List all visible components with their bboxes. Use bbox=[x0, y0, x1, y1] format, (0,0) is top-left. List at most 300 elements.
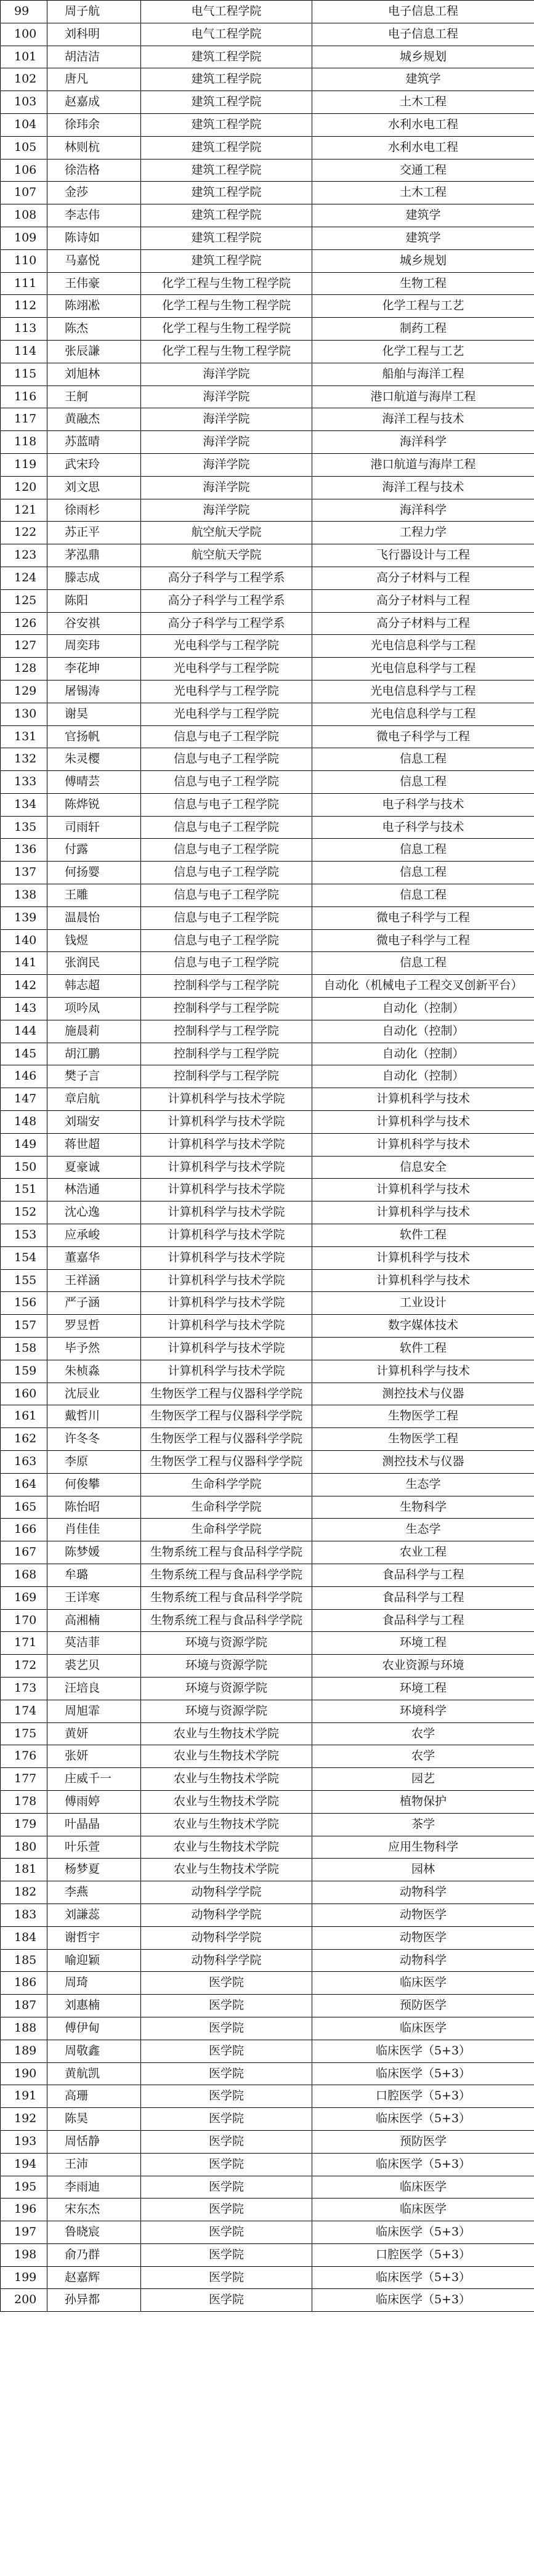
table-row bbox=[1, 1496, 534, 1519]
college-name: 建筑工程学院 bbox=[141, 182, 312, 204]
student-name: 陈阳 bbox=[47, 589, 141, 612]
major-name: 自动化（控制） bbox=[312, 1043, 534, 1065]
table-row bbox=[1, 793, 534, 816]
table-row bbox=[1, 567, 534, 589]
major-name: 海洋工程与技术 bbox=[312, 408, 534, 431]
row-number: 127 bbox=[1, 635, 47, 658]
major-name: 生物科学 bbox=[312, 1496, 534, 1519]
table-row bbox=[1, 1315, 534, 1338]
college-name: 生命科学学院 bbox=[141, 1519, 312, 1541]
major-name: 海洋科学 bbox=[312, 499, 534, 522]
college-name: 生物系统工程与食品科学学院 bbox=[141, 1609, 312, 1632]
row-number: 120 bbox=[1, 476, 47, 499]
student-name: 刘文思 bbox=[47, 476, 141, 499]
major-name: 生物医学工程 bbox=[312, 1428, 534, 1451]
major-name: 计算机科学与技术 bbox=[312, 1179, 534, 1201]
student-name: 朱灵樱 bbox=[47, 748, 141, 771]
major-name: 信息工程 bbox=[312, 952, 534, 975]
major-name: 飞行器设计与工程 bbox=[312, 544, 534, 567]
student-name: 滕志成 bbox=[47, 567, 141, 589]
table-row bbox=[1, 1360, 534, 1383]
row-number: 110 bbox=[1, 249, 47, 272]
major-name: 生物医学工程 bbox=[312, 1405, 534, 1428]
student-name: 周子航 bbox=[47, 1, 141, 23]
row-number: 136 bbox=[1, 839, 47, 862]
college-name: 医学院 bbox=[141, 2289, 312, 2312]
row-number: 103 bbox=[1, 91, 47, 114]
major-name: 环境工程 bbox=[312, 1632, 534, 1655]
college-name: 电气工程学院 bbox=[141, 23, 312, 46]
row-number: 145 bbox=[1, 1043, 47, 1065]
student-name: 温晨怡 bbox=[47, 906, 141, 929]
student-name: 庄威千一 bbox=[47, 1768, 141, 1791]
table-row bbox=[1, 2040, 534, 2062]
college-name: 海洋学院 bbox=[141, 453, 312, 476]
table-row bbox=[1, 23, 534, 46]
college-name: 海洋学院 bbox=[141, 408, 312, 431]
major-name: 建筑学 bbox=[312, 227, 534, 249]
student-name: 董嘉华 bbox=[47, 1246, 141, 1269]
major-name: 水利水电工程 bbox=[312, 136, 534, 159]
table-row bbox=[1, 1043, 534, 1065]
college-name: 动物科学学院 bbox=[141, 1926, 312, 1949]
row-number: 198 bbox=[1, 2243, 47, 2266]
student-name: 金莎 bbox=[47, 182, 141, 204]
row-number: 195 bbox=[1, 2176, 47, 2198]
row-number: 170 bbox=[1, 1609, 47, 1632]
student-name: 林则杭 bbox=[47, 136, 141, 159]
row-number: 124 bbox=[1, 567, 47, 589]
college-name: 计算机科学与技术学院 bbox=[141, 1360, 312, 1383]
college-name: 信息与电子工程学院 bbox=[141, 862, 312, 884]
row-number: 143 bbox=[1, 998, 47, 1020]
row-number: 182 bbox=[1, 1881, 47, 1904]
major-name: 工业设计 bbox=[312, 1292, 534, 1315]
table-row bbox=[1, 1768, 534, 1791]
college-name: 动物科学学院 bbox=[141, 1881, 312, 1904]
row-number: 107 bbox=[1, 182, 47, 204]
major-name: 临床医学（5+3） bbox=[312, 2040, 534, 2062]
row-number: 104 bbox=[1, 113, 47, 136]
row-number: 133 bbox=[1, 771, 47, 794]
table-row bbox=[1, 113, 534, 136]
table-row bbox=[1, 1451, 534, 1474]
student-name: 杨梦夏 bbox=[47, 1859, 141, 1881]
major-name: 茶学 bbox=[312, 1813, 534, 1836]
student-name: 刘科明 bbox=[47, 23, 141, 46]
college-name: 医学院 bbox=[141, 2221, 312, 2244]
table-row bbox=[1, 2085, 534, 2108]
college-name: 建筑工程学院 bbox=[141, 159, 312, 182]
major-name: 植物保护 bbox=[312, 1790, 534, 1813]
major-name: 生物工程 bbox=[312, 272, 534, 295]
major-name: 光电信息科学与工程 bbox=[312, 635, 534, 658]
student-name: 赵嘉成 bbox=[47, 91, 141, 114]
college-name: 控制科学与工程学院 bbox=[141, 998, 312, 1020]
table-row bbox=[1, 2221, 534, 2244]
student-name: 周敬鑫 bbox=[47, 2040, 141, 2062]
table-row bbox=[1, 1677, 534, 1700]
college-name: 航空航天学院 bbox=[141, 544, 312, 567]
student-name: 徐玮余 bbox=[47, 113, 141, 136]
major-name: 信息工程 bbox=[312, 884, 534, 907]
major-name: 口腔医学（5+3） bbox=[312, 2243, 534, 2266]
row-number: 122 bbox=[1, 522, 47, 544]
table-row bbox=[1, 725, 534, 748]
major-name: 工程力学 bbox=[312, 522, 534, 544]
table-row bbox=[1, 182, 534, 204]
student-name: 马嘉悦 bbox=[47, 249, 141, 272]
student-name: 付露 bbox=[47, 839, 141, 862]
college-name: 医学院 bbox=[141, 2198, 312, 2221]
row-number: 102 bbox=[1, 68, 47, 91]
table-row bbox=[1, 906, 534, 929]
row-number: 111 bbox=[1, 272, 47, 295]
college-name: 生物系统工程与食品科学学院 bbox=[141, 1541, 312, 1564]
student-name: 鲁晓宸 bbox=[47, 2221, 141, 2244]
major-name: 临床医学（5+3） bbox=[312, 2289, 534, 2312]
college-name: 环境与资源学院 bbox=[141, 1677, 312, 1700]
table-row bbox=[1, 1383, 534, 1405]
major-name: 动物医学 bbox=[312, 1904, 534, 1926]
major-name: 临床医学 bbox=[312, 2176, 534, 2198]
major-name: 临床医学（5+3） bbox=[312, 2108, 534, 2131]
college-name: 信息与电子工程学院 bbox=[141, 839, 312, 862]
row-number: 162 bbox=[1, 1428, 47, 1451]
college-name: 医学院 bbox=[141, 2040, 312, 2062]
student-name: 陈怡昭 bbox=[47, 1496, 141, 1519]
major-name: 建筑学 bbox=[312, 68, 534, 91]
student-name: 谢昊 bbox=[47, 703, 141, 725]
row-number: 193 bbox=[1, 2130, 47, 2153]
row-number: 166 bbox=[1, 1519, 47, 1541]
student-name: 林浩通 bbox=[47, 1179, 141, 1201]
table-row bbox=[1, 91, 534, 114]
college-name: 信息与电子工程学院 bbox=[141, 906, 312, 929]
major-name: 信息工程 bbox=[312, 748, 534, 771]
table-row bbox=[1, 929, 534, 952]
row-number: 171 bbox=[1, 1632, 47, 1655]
table-row bbox=[1, 1926, 534, 1949]
table-row bbox=[1, 1201, 534, 1224]
table-row bbox=[1, 1405, 534, 1428]
row-number: 128 bbox=[1, 658, 47, 680]
student-name: 项吟凤 bbox=[47, 998, 141, 1020]
major-name: 农学 bbox=[312, 1745, 534, 1768]
row-number: 177 bbox=[1, 1768, 47, 1791]
row-number: 134 bbox=[1, 793, 47, 816]
table-row bbox=[1, 1224, 534, 1247]
table-row bbox=[1, 544, 534, 567]
table-row bbox=[1, 1246, 534, 1269]
major-name: 自动化（机械电子工程交叉创新平台） bbox=[312, 975, 534, 998]
major-name: 海洋科学 bbox=[312, 431, 534, 454]
table-row bbox=[1, 1813, 534, 1836]
major-name: 自动化（控制） bbox=[312, 998, 534, 1020]
row-number: 138 bbox=[1, 884, 47, 907]
student-name: 黄妍 bbox=[47, 1722, 141, 1745]
student-name: 周琦 bbox=[47, 1972, 141, 1995]
student-name: 汪培良 bbox=[47, 1677, 141, 1700]
table-row bbox=[1, 952, 534, 975]
major-name: 食品科学与工程 bbox=[312, 1609, 534, 1632]
table-row bbox=[1, 1179, 534, 1201]
student-name: 张妍 bbox=[47, 1745, 141, 1768]
college-name: 生物系统工程与食品科学学院 bbox=[141, 1586, 312, 1609]
row-number: 141 bbox=[1, 952, 47, 975]
row-number: 147 bbox=[1, 1088, 47, 1111]
row-number: 150 bbox=[1, 1156, 47, 1179]
table-row bbox=[1, 227, 534, 249]
student-name: 刘旭林 bbox=[47, 363, 141, 386]
row-number: 181 bbox=[1, 1859, 47, 1881]
row-number: 176 bbox=[1, 1745, 47, 1768]
student-name: 蒋世超 bbox=[47, 1133, 141, 1156]
table-row bbox=[1, 1338, 534, 1360]
student-name: 施晨莉 bbox=[47, 1020, 141, 1043]
table-row bbox=[1, 499, 534, 522]
row-number: 118 bbox=[1, 431, 47, 454]
college-name: 控制科学与工程学院 bbox=[141, 1043, 312, 1065]
major-name: 建筑学 bbox=[312, 204, 534, 227]
row-number: 131 bbox=[1, 725, 47, 748]
student-name: 王沛 bbox=[47, 2153, 141, 2176]
college-name: 信息与电子工程学院 bbox=[141, 725, 312, 748]
major-name: 高分子材料与工程 bbox=[312, 612, 534, 635]
table-row bbox=[1, 46, 534, 68]
table-row bbox=[1, 1269, 534, 1292]
major-name: 临床医学（5+3） bbox=[312, 2221, 534, 2244]
college-name: 医学院 bbox=[141, 2176, 312, 2198]
college-name: 控制科学与工程学院 bbox=[141, 1065, 312, 1088]
table-row bbox=[1, 703, 534, 725]
major-name: 食品科学与工程 bbox=[312, 1586, 534, 1609]
major-name: 交通工程 bbox=[312, 159, 534, 182]
student-name: 李花坤 bbox=[47, 658, 141, 680]
college-name: 高分子科学与工程学系 bbox=[141, 589, 312, 612]
table-row bbox=[1, 2108, 534, 2131]
student-name: 傅晴芸 bbox=[47, 771, 141, 794]
major-name: 港口航道与海岸工程 bbox=[312, 453, 534, 476]
row-number: 154 bbox=[1, 1246, 47, 1269]
college-name: 化学工程与生物工程学院 bbox=[141, 295, 312, 318]
student-name: 李原 bbox=[47, 1451, 141, 1474]
college-name: 医学院 bbox=[141, 2108, 312, 2131]
table-row bbox=[1, 1020, 534, 1043]
student-name: 高湘楠 bbox=[47, 1609, 141, 1632]
major-name: 光电信息科学与工程 bbox=[312, 703, 534, 725]
table-row bbox=[1, 1790, 534, 1813]
major-name: 计算机科学与技术 bbox=[312, 1111, 534, 1134]
college-name: 农业与生物技术学院 bbox=[141, 1768, 312, 1791]
major-name: 微电子科学与工程 bbox=[312, 906, 534, 929]
row-number: 187 bbox=[1, 1995, 47, 2017]
row-number: 149 bbox=[1, 1133, 47, 1156]
table-row bbox=[1, 680, 534, 703]
student-name: 谢哲宇 bbox=[47, 1926, 141, 1949]
table-row bbox=[1, 136, 534, 159]
table-row bbox=[1, 635, 534, 658]
row-number: 99 bbox=[1, 1, 47, 23]
student-name: 戴哲川 bbox=[47, 1405, 141, 1428]
table-row bbox=[1, 1428, 534, 1451]
college-name: 计算机科学与技术学院 bbox=[141, 1224, 312, 1247]
major-name: 软件工程 bbox=[312, 1224, 534, 1247]
college-name: 计算机科学与技术学院 bbox=[141, 1246, 312, 1269]
major-name: 港口航道与海岸工程 bbox=[312, 386, 534, 408]
row-number: 106 bbox=[1, 159, 47, 182]
student-name: 陈诗如 bbox=[47, 227, 141, 249]
row-number: 152 bbox=[1, 1201, 47, 1224]
college-name: 化学工程与生物工程学院 bbox=[141, 340, 312, 363]
table-row bbox=[1, 386, 534, 408]
table-row bbox=[1, 1609, 534, 1632]
college-name: 化学工程与生物工程学院 bbox=[141, 318, 312, 341]
student-name: 茅泓鼎 bbox=[47, 544, 141, 567]
row-number: 173 bbox=[1, 1677, 47, 1700]
major-name: 电子信息工程 bbox=[312, 1, 534, 23]
student-name: 武宋玲 bbox=[47, 453, 141, 476]
major-name: 计算机科学与技术 bbox=[312, 1201, 534, 1224]
major-name: 临床医学（5+3） bbox=[312, 2062, 534, 2085]
student-name: 朱桢淼 bbox=[47, 1360, 141, 1383]
college-name: 农业与生物技术学院 bbox=[141, 1745, 312, 1768]
table-row bbox=[1, 340, 534, 363]
student-name: 司雨轩 bbox=[47, 816, 141, 839]
student-name: 刘惠楠 bbox=[47, 1995, 141, 2017]
row-number: 115 bbox=[1, 363, 47, 386]
table-row bbox=[1, 2062, 534, 2085]
student-name: 叶乐萱 bbox=[47, 1836, 141, 1859]
table-row bbox=[1, 2130, 534, 2153]
row-number: 179 bbox=[1, 1813, 47, 1836]
major-name: 城乡规划 bbox=[312, 46, 534, 68]
roster-body bbox=[1, 1, 534, 2312]
college-name: 建筑工程学院 bbox=[141, 113, 312, 136]
major-name: 高分子材料与工程 bbox=[312, 567, 534, 589]
row-number: 174 bbox=[1, 1700, 47, 1722]
student-name: 孙异都 bbox=[47, 2289, 141, 2312]
college-name: 海洋学院 bbox=[141, 499, 312, 522]
student-name: 李雨迪 bbox=[47, 2176, 141, 2198]
college-name: 计算机科学与技术学院 bbox=[141, 1179, 312, 1201]
table-row bbox=[1, 658, 534, 680]
row-number: 184 bbox=[1, 1926, 47, 1949]
college-name: 计算机科学与技术学院 bbox=[141, 1133, 312, 1156]
major-name: 农业资源与环境 bbox=[312, 1655, 534, 1678]
row-number: 126 bbox=[1, 612, 47, 635]
student-name: 胡洁洁 bbox=[47, 46, 141, 68]
college-name: 医学院 bbox=[141, 1995, 312, 2017]
college-name: 医学院 bbox=[141, 2062, 312, 2085]
college-name: 控制科学与工程学院 bbox=[141, 975, 312, 998]
table-row bbox=[1, 1564, 534, 1586]
row-number: 188 bbox=[1, 2017, 47, 2040]
row-number: 151 bbox=[1, 1179, 47, 1201]
row-number: 144 bbox=[1, 1020, 47, 1043]
row-number: 105 bbox=[1, 136, 47, 159]
major-name: 计算机科学与技术 bbox=[312, 1088, 534, 1111]
college-name: 计算机科学与技术学院 bbox=[141, 1156, 312, 1179]
college-name: 生物医学工程与仪器科学学院 bbox=[141, 1383, 312, 1405]
table-row bbox=[1, 589, 534, 612]
major-name: 制药工程 bbox=[312, 318, 534, 341]
row-number: 117 bbox=[1, 408, 47, 431]
major-name: 园艺 bbox=[312, 1768, 534, 1791]
row-number: 109 bbox=[1, 227, 47, 249]
major-name: 临床医学（5+3） bbox=[312, 2153, 534, 2176]
major-name: 临床医学 bbox=[312, 1972, 534, 1995]
college-name: 环境与资源学院 bbox=[141, 1632, 312, 1655]
student-name: 何扬婴 bbox=[47, 862, 141, 884]
row-number: 137 bbox=[1, 862, 47, 884]
college-name: 生物医学工程与仪器科学学院 bbox=[141, 1451, 312, 1474]
college-name: 电气工程学院 bbox=[141, 1, 312, 23]
major-name: 环境科学 bbox=[312, 1700, 534, 1722]
student-name: 许冬冬 bbox=[47, 1428, 141, 1451]
college-name: 光电科学与工程学院 bbox=[141, 703, 312, 725]
college-name: 医学院 bbox=[141, 2017, 312, 2040]
student-name: 胡江鹏 bbox=[47, 1043, 141, 1065]
table-row bbox=[1, 1156, 534, 1179]
table-row bbox=[1, 68, 534, 91]
college-name: 信息与电子工程学院 bbox=[141, 816, 312, 839]
student-name: 裘艺贝 bbox=[47, 1655, 141, 1678]
college-name: 环境与资源学院 bbox=[141, 1700, 312, 1722]
student-name: 李燕 bbox=[47, 1881, 141, 1904]
college-name: 光电科学与工程学院 bbox=[141, 658, 312, 680]
table-row bbox=[1, 2153, 534, 2176]
college-name: 医学院 bbox=[141, 2153, 312, 2176]
student-name: 唐凡 bbox=[47, 68, 141, 91]
student-name: 罗昱哲 bbox=[47, 1315, 141, 1338]
row-number: 183 bbox=[1, 1904, 47, 1926]
college-name: 农业与生物技术学院 bbox=[141, 1859, 312, 1881]
table-row bbox=[1, 862, 534, 884]
table-row bbox=[1, 1541, 534, 1564]
major-name: 计算机科学与技术 bbox=[312, 1360, 534, 1383]
college-name: 信息与电子工程学院 bbox=[141, 771, 312, 794]
college-name: 计算机科学与技术学院 bbox=[141, 1269, 312, 1292]
major-name: 临床医学 bbox=[312, 2017, 534, 2040]
college-name: 高分子科学与工程学系 bbox=[141, 612, 312, 635]
table-row bbox=[1, 975, 534, 998]
college-name: 生命科学学院 bbox=[141, 1496, 312, 1519]
table-row bbox=[1, 431, 534, 454]
table-row bbox=[1, 272, 534, 295]
major-name: 计算机科学与技术 bbox=[312, 1246, 534, 1269]
table-row bbox=[1, 998, 534, 1020]
major-name: 海洋工程与技术 bbox=[312, 476, 534, 499]
major-name: 动物医学 bbox=[312, 1926, 534, 1949]
row-number: 175 bbox=[1, 1722, 47, 1745]
row-number: 186 bbox=[1, 1972, 47, 1995]
student-name: 严子涵 bbox=[47, 1292, 141, 1315]
table-row bbox=[1, 204, 534, 227]
student-name: 陈杰 bbox=[47, 318, 141, 341]
student-name: 毕予然 bbox=[47, 1338, 141, 1360]
major-name: 化学工程与工艺 bbox=[312, 340, 534, 363]
row-number: 132 bbox=[1, 748, 47, 771]
student-name: 谷安祺 bbox=[47, 612, 141, 635]
student-name: 赵嘉辉 bbox=[47, 2266, 141, 2289]
student-name: 应承峻 bbox=[47, 1224, 141, 1247]
table-row bbox=[1, 522, 534, 544]
college-name: 信息与电子工程学院 bbox=[141, 793, 312, 816]
row-number: 158 bbox=[1, 1338, 47, 1360]
row-number: 159 bbox=[1, 1360, 47, 1383]
table-row bbox=[1, 363, 534, 386]
